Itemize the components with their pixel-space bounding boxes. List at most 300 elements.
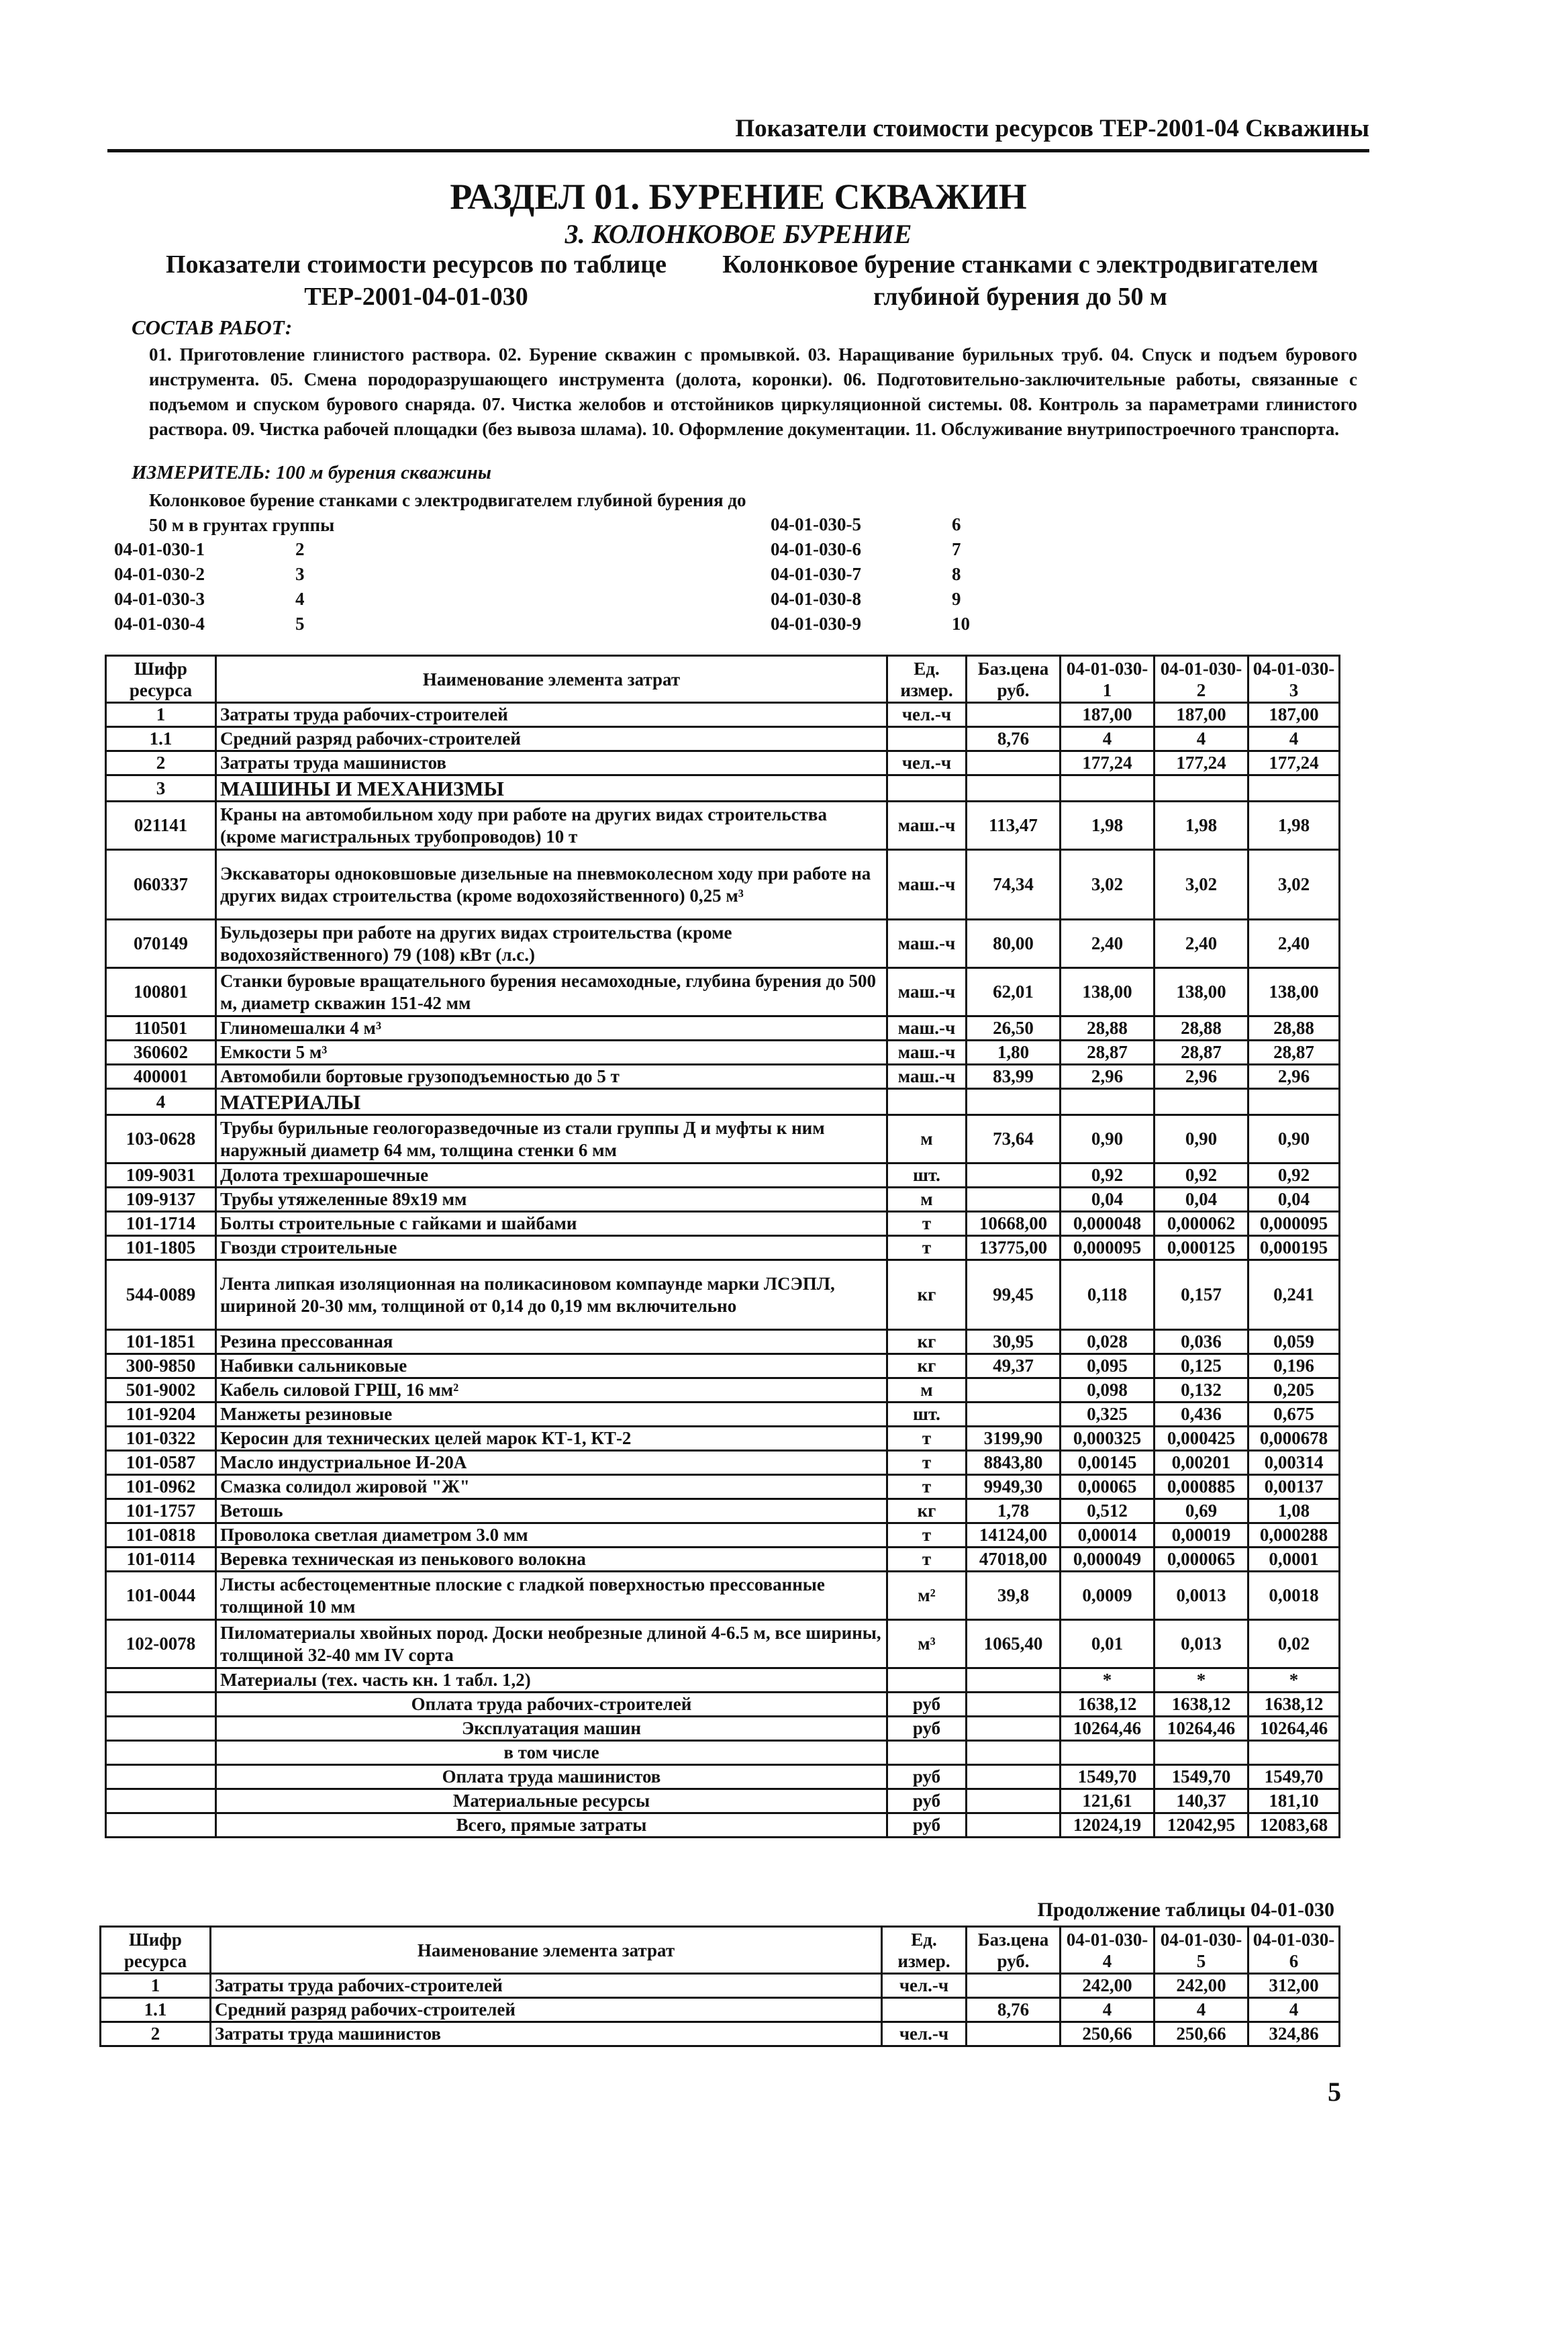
cell-resource-code: 109-9137 bbox=[106, 1188, 216, 1212]
cell-base-price bbox=[967, 1693, 1061, 1717]
cell-unit: чел.-ч bbox=[882, 2022, 967, 2046]
cell-base-price bbox=[967, 1789, 1061, 1813]
cell-cost-element: МАШИНЫ И МЕХАНИЗМЫ bbox=[216, 775, 887, 802]
cell-resource-code: 021141 bbox=[106, 802, 216, 850]
cell-variant-value: 0,92 bbox=[1155, 1164, 1248, 1188]
cell-variant-value: 324,86 bbox=[1248, 2022, 1340, 2046]
cell-cost-element: Затраты труда рабочих-строителей bbox=[216, 703, 887, 727]
cell-unit: т bbox=[887, 1427, 967, 1451]
table-row bbox=[106, 1668, 1340, 1693]
cell-unit: т bbox=[887, 1212, 967, 1236]
cell-base-price bbox=[967, 1765, 1061, 1789]
cell-variant-value: 28,88 bbox=[1061, 1016, 1155, 1041]
cell-cost-element: Керосин для технических целей марок КТ-1, КТ-2 bbox=[216, 1427, 887, 1451]
cell-variant-value: * bbox=[1155, 1668, 1248, 1693]
cell-cost-element: Краны на автомобильном ходу при работе на других видах строительства (кроме магистральных трубопроводов) 10 т bbox=[216, 802, 887, 850]
cell-cost-element: Кабель силовой ГРШ, 16 мм² bbox=[216, 1378, 887, 1403]
variant-code: 04-01-030-2 bbox=[114, 564, 205, 584]
cell-resource-code: 110501 bbox=[106, 1016, 216, 1041]
table-row bbox=[106, 1403, 1340, 1427]
cell-variant-value: 10264,46 bbox=[1061, 1717, 1155, 1741]
table-row bbox=[106, 1236, 1340, 1260]
main-cost-table bbox=[105, 655, 1340, 1838]
cell-unit: м² bbox=[887, 1572, 967, 1620]
cell-cost-element: Резина прессованная bbox=[216, 1330, 887, 1354]
cell-variant-value: 1,98 bbox=[1248, 802, 1340, 850]
cell-base-price bbox=[967, 1974, 1061, 1998]
cell-variant-value: 0,0001 bbox=[1248, 1548, 1340, 1572]
cell-cost-element: Трубы бурильные геологоразведочные из стали группы Д и муфты к ним наружный диаметр 64 мм, толщина стенки 6 мм bbox=[216, 1115, 887, 1164]
table-row bbox=[106, 920, 1340, 968]
cell-resource-code: 360602 bbox=[106, 1041, 216, 1065]
cell-base-price bbox=[967, 1164, 1061, 1188]
cell-unit: м bbox=[887, 1115, 967, 1164]
variant-soil-group: 3 bbox=[295, 564, 305, 584]
cell-variant-value: 250,66 bbox=[1155, 2022, 1248, 2046]
cell-variant-value: * bbox=[1248, 1668, 1340, 1693]
cell-base-price bbox=[967, 1188, 1061, 1212]
cell-variant-value: 0,69 bbox=[1155, 1499, 1248, 1523]
cell-base-price: 3199,90 bbox=[967, 1427, 1061, 1451]
table-row bbox=[106, 1717, 1340, 1741]
cell-base-price: 13775,00 bbox=[967, 1236, 1061, 1260]
cell-base-price bbox=[967, 775, 1061, 802]
cell-resource-code: 070149 bbox=[106, 920, 216, 968]
cell-unit: шт. bbox=[887, 1164, 967, 1188]
cell-variant-value: 187,00 bbox=[1248, 703, 1340, 727]
cell-unit: кг bbox=[887, 1499, 967, 1523]
cell-cost-element: Листы асбестоцементные плоские с гладкой поверхностью прессованные толщиной 10 мм bbox=[216, 1572, 887, 1620]
table-row bbox=[106, 1427, 1340, 1451]
cell-base-price bbox=[967, 1717, 1061, 1741]
cell-resource-code: 1 bbox=[101, 1974, 211, 1998]
cell-variant-value: 0,000195 bbox=[1248, 1236, 1340, 1260]
continuation-caption: Продолжение таблицы 04-01-030 bbox=[1037, 1899, 1334, 1921]
variant-code: 04-01-030-8 bbox=[771, 589, 861, 609]
cell-variant-value bbox=[1155, 775, 1248, 802]
cell-variant-value: 0,02 bbox=[1248, 1620, 1340, 1668]
cell-unit: маш.-ч bbox=[887, 920, 967, 968]
header-unit: Ед. измер. bbox=[887, 656, 967, 703]
cell-base-price: 26,50 bbox=[967, 1016, 1061, 1041]
cell-variant-value: 0,90 bbox=[1061, 1115, 1155, 1164]
table-row bbox=[106, 1765, 1340, 1789]
cell-cost-element: Набивки сальниковые bbox=[216, 1354, 887, 1378]
cell-cost-element: Экскаваторы одноковшовые дизельные на пневмоколесном ходу при работе на других видах строительства (кроме водохозяйственного) 0,25 м³ bbox=[216, 850, 887, 920]
cell-cost-element: Емкости 5 м³ bbox=[216, 1041, 887, 1065]
cell-base-price: 99,45 bbox=[967, 1260, 1061, 1330]
cell-base-price bbox=[967, 1089, 1061, 1115]
header-variant-4: 04-01-030-4 bbox=[1061, 1927, 1155, 1974]
cell-variant-value: 12083,68 bbox=[1248, 1813, 1340, 1838]
cell-variant-value: 177,24 bbox=[1061, 751, 1155, 775]
cell-unit bbox=[887, 1741, 967, 1765]
cell-resource-code: 1.1 bbox=[106, 727, 216, 751]
cell-variant-value: 0,059 bbox=[1248, 1330, 1340, 1354]
cell-resource-code: 501-9002 bbox=[106, 1378, 216, 1403]
table-row bbox=[106, 1188, 1340, 1212]
cell-unit: шт. bbox=[887, 1403, 967, 1427]
variant-soil-group: 7 bbox=[952, 539, 961, 559]
cell-cost-element: Долота трехшарошечные bbox=[216, 1164, 887, 1188]
cell-variant-value bbox=[1155, 1741, 1248, 1765]
cell-base-price: 8,76 bbox=[967, 1998, 1061, 2022]
cell-variant-value bbox=[1248, 1741, 1340, 1765]
cell-unit: маш.-ч bbox=[887, 968, 967, 1016]
table-row bbox=[106, 1354, 1340, 1378]
cell-variant-value: 4 bbox=[1248, 1998, 1340, 2022]
page-number: 5 bbox=[1328, 2077, 1341, 2107]
cell-base-price: 62,01 bbox=[967, 968, 1061, 1016]
section-title: РАЗДЕЛ 01. БУРЕНИЕ СКВАЖИН bbox=[450, 177, 1027, 217]
cell-variant-value: 0,000325 bbox=[1061, 1427, 1155, 1451]
cell-variant-value: 0,000095 bbox=[1061, 1236, 1155, 1260]
header-unit: Ед. измер. bbox=[882, 1927, 967, 1974]
table-row bbox=[106, 1693, 1340, 1717]
cell-base-price: 113,47 bbox=[967, 802, 1061, 850]
variant-codes-left bbox=[114, 537, 305, 636]
cell-unit bbox=[887, 727, 967, 751]
header-variant-2: 04-01-030-2 bbox=[1155, 656, 1248, 703]
cell-variant-value: 10264,46 bbox=[1155, 1717, 1248, 1741]
cell-variant-value: 0,036 bbox=[1155, 1330, 1248, 1354]
cell-unit: маш.-ч bbox=[887, 1065, 967, 1089]
variant-code-row bbox=[771, 587, 970, 612]
table-row bbox=[106, 1523, 1340, 1548]
cell-variant-value: 0,196 bbox=[1248, 1354, 1340, 1378]
variant-code-row bbox=[114, 562, 305, 587]
cell-variant-value: 0,000288 bbox=[1248, 1523, 1340, 1548]
cell-variant-value: 0,325 bbox=[1061, 1403, 1155, 1427]
table-row bbox=[106, 1330, 1340, 1354]
cell-unit: чел.-ч bbox=[882, 1974, 967, 1998]
variant-codes-right bbox=[771, 512, 970, 636]
cell-variant-value: 187,00 bbox=[1155, 703, 1248, 727]
cell-base-price: 80,00 bbox=[967, 920, 1061, 968]
cell-variant-value: 4 bbox=[1155, 1998, 1248, 2022]
subsection-title: 3. КОЛОНКОВОЕ БУРЕНИЕ bbox=[565, 219, 912, 249]
variant-code: 04-01-030-7 bbox=[771, 564, 861, 584]
table-row bbox=[106, 1089, 1340, 1115]
cell-unit: маш.-ч bbox=[887, 1016, 967, 1041]
cell-resource-code: 101-0587 bbox=[106, 1451, 216, 1475]
variant-description: Колонковое бурение станками с электродвигателем глубиной бурения до 50 м в грунтах группы bbox=[149, 490, 746, 535]
header-variant-6: 04-01-030-6 bbox=[1248, 1927, 1340, 1974]
variant-code: 04-01-030-3 bbox=[114, 589, 205, 609]
cell-variant-value: 0,000425 bbox=[1155, 1427, 1248, 1451]
cell-variant-value: 0,01 bbox=[1061, 1620, 1155, 1668]
cell-base-price: 39,8 bbox=[967, 1572, 1061, 1620]
cell-variant-value: 0,000049 bbox=[1061, 1548, 1155, 1572]
cell-variant-value: 0,92 bbox=[1061, 1164, 1155, 1188]
cell-variant-value: 1549,70 bbox=[1155, 1765, 1248, 1789]
cell-resource-code: 109-9031 bbox=[106, 1164, 216, 1188]
cell-variant-value: 181,10 bbox=[1248, 1789, 1340, 1813]
cell-variant-value bbox=[1061, 1741, 1155, 1765]
table-row bbox=[106, 775, 1340, 802]
cell-variant-value: 0,118 bbox=[1061, 1260, 1155, 1330]
cell-base-price: 8,76 bbox=[967, 727, 1061, 751]
cell-variant-value: 0,00137 bbox=[1248, 1475, 1340, 1499]
cell-variant-value: 1638,12 bbox=[1155, 1693, 1248, 1717]
cell-unit: м³ bbox=[887, 1620, 967, 1668]
table-row bbox=[106, 1164, 1340, 1188]
table-row bbox=[106, 751, 1340, 775]
cell-variant-value: 0,157 bbox=[1155, 1260, 1248, 1330]
cell-base-price: 73,64 bbox=[967, 1115, 1061, 1164]
variant-code: 04-01-030-1 bbox=[114, 539, 205, 559]
cell-unit: т bbox=[887, 1475, 967, 1499]
cell-base-price: 10668,00 bbox=[967, 1212, 1061, 1236]
cell-variant-value: 0,0009 bbox=[1061, 1572, 1155, 1620]
cell-cost-element: Средний разряд рабочих-строителей bbox=[216, 727, 887, 751]
cell-variant-value: 2,96 bbox=[1061, 1065, 1155, 1089]
cell-cost-element: Смазка солидол жировой "Ж" bbox=[216, 1475, 887, 1499]
cell-variant-value: 10264,46 bbox=[1248, 1717, 1340, 1741]
cell-resource-code bbox=[106, 1693, 216, 1717]
cell-variant-value: 2,40 bbox=[1248, 920, 1340, 968]
table-caption-left-line1: Показатели стоимости ресурсов по таблице bbox=[165, 250, 667, 279]
cell-resource-code: 400001 bbox=[106, 1065, 216, 1089]
cell-variant-value: 0,90 bbox=[1155, 1115, 1248, 1164]
cell-variant-value: 0,000048 bbox=[1061, 1212, 1155, 1236]
table-row bbox=[106, 1499, 1340, 1523]
table-row bbox=[106, 1451, 1340, 1475]
cell-variant-value: * bbox=[1061, 1668, 1155, 1693]
cell-base-price bbox=[967, 2022, 1061, 2046]
variant-code: 04-01-030-4 bbox=[114, 614, 205, 634]
cell-base-price: 47018,00 bbox=[967, 1548, 1061, 1572]
cell-variant-value: 2,96 bbox=[1248, 1065, 1340, 1089]
cell-variant-value: 121,61 bbox=[1061, 1789, 1155, 1813]
cell-variant-value: 0,92 bbox=[1248, 1164, 1340, 1188]
cell-cost-element: Веревка техническая из пенькового волокна bbox=[216, 1548, 887, 1572]
continuation-cost-table bbox=[99, 1926, 1340, 2047]
works-heading: СОСТАВ РАБОТ: bbox=[132, 316, 293, 339]
cell-base-price: 14124,00 bbox=[967, 1523, 1061, 1548]
cell-variant-value: 0,436 bbox=[1155, 1403, 1248, 1427]
cell-variant-value: 2,40 bbox=[1061, 920, 1155, 968]
table-row bbox=[106, 1620, 1340, 1668]
header-price: Баз.цена руб. bbox=[967, 1927, 1061, 1974]
variant-code: 04-01-030-6 bbox=[771, 539, 861, 559]
header-name: Наименование элемента затрат bbox=[211, 1927, 882, 1974]
cell-base-price bbox=[967, 751, 1061, 775]
cell-resource-code: 101-1714 bbox=[106, 1212, 216, 1236]
cell-resource-code: 4 bbox=[106, 1089, 216, 1115]
cell-unit: кг bbox=[887, 1330, 967, 1354]
cell-variant-value: 1638,12 bbox=[1061, 1693, 1155, 1717]
cell-variant-value: 0,028 bbox=[1061, 1330, 1155, 1354]
cell-variant-value: 177,24 bbox=[1248, 751, 1340, 775]
cell-cost-element: Оплата труда машинистов bbox=[216, 1765, 887, 1789]
variant-code-row bbox=[114, 537, 305, 562]
cell-cost-element: Затраты труда машинистов bbox=[211, 2022, 882, 2046]
cell-unit bbox=[887, 1089, 967, 1115]
header-code: Шифр ресурса bbox=[101, 1927, 211, 1974]
cell-variant-value: 242,00 bbox=[1061, 1974, 1155, 1998]
main-table-body bbox=[106, 703, 1340, 1838]
cell-resource-code: 101-1805 bbox=[106, 1236, 216, 1260]
cell-variant-value: 140,37 bbox=[1155, 1789, 1248, 1813]
variant-soil-group: 5 bbox=[295, 614, 305, 634]
table-row bbox=[106, 1016, 1340, 1041]
cell-unit: маш.-ч bbox=[887, 802, 967, 850]
cell-base-price: 83,99 bbox=[967, 1065, 1061, 1089]
cell-variant-value: 0,00065 bbox=[1061, 1475, 1155, 1499]
cell-unit: м bbox=[887, 1188, 967, 1212]
cell-resource-code: 300-9850 bbox=[106, 1354, 216, 1378]
cell-resource-code: 101-1757 bbox=[106, 1499, 216, 1523]
cell-variant-value: 0,90 bbox=[1248, 1115, 1340, 1164]
table-row bbox=[106, 968, 1340, 1016]
cell-unit: руб bbox=[887, 1717, 967, 1741]
table-row bbox=[106, 1378, 1340, 1403]
cell-variant-value: 28,87 bbox=[1248, 1041, 1340, 1065]
header-variant-5: 04-01-030-5 bbox=[1155, 1927, 1248, 1974]
table-row bbox=[101, 1974, 1340, 1998]
cell-resource-code: 100801 bbox=[106, 968, 216, 1016]
cell-variant-value bbox=[1155, 1089, 1248, 1115]
cell-resource-code bbox=[106, 1765, 216, 1789]
table-row bbox=[106, 1813, 1340, 1838]
cell-resource-code: 101-0322 bbox=[106, 1427, 216, 1451]
cell-variant-value: 1,08 bbox=[1248, 1499, 1340, 1523]
header-variant-1: 04-01-030-1 bbox=[1061, 656, 1155, 703]
cell-cost-element: Затраты труда машинистов bbox=[216, 751, 887, 775]
cell-variant-value bbox=[1248, 1089, 1340, 1115]
cell-variant-value: 28,87 bbox=[1061, 1041, 1155, 1065]
cell-unit: кг bbox=[887, 1354, 967, 1378]
cell-unit: м bbox=[887, 1378, 967, 1403]
cell-base-price bbox=[967, 1741, 1061, 1765]
cell-variant-value: 0,0018 bbox=[1248, 1572, 1340, 1620]
cell-variant-value: 1549,70 bbox=[1061, 1765, 1155, 1789]
cell-variant-value: 28,88 bbox=[1248, 1016, 1340, 1041]
table-row bbox=[106, 1065, 1340, 1089]
cell-base-price: 1065,40 bbox=[967, 1620, 1061, 1668]
cell-resource-code: 060337 bbox=[106, 850, 216, 920]
cell-resource-code: 101-0114 bbox=[106, 1548, 216, 1572]
cell-variant-value: 0,013 bbox=[1155, 1620, 1248, 1668]
cell-cost-element: Средний разряд рабочих-строителей bbox=[211, 1998, 882, 2022]
cell-cost-element: Всего, прямые затраты bbox=[216, 1813, 887, 1838]
cell-variant-value: 0,205 bbox=[1248, 1378, 1340, 1403]
cell-resource-code: 2 bbox=[101, 2022, 211, 2046]
cell-variant-value: 177,24 bbox=[1155, 751, 1248, 775]
cell-resource-code: 1 bbox=[106, 703, 216, 727]
cell-unit: чел.-ч bbox=[887, 751, 967, 775]
table-header-row bbox=[101, 1927, 1340, 1974]
cell-variant-value: 0,00019 bbox=[1155, 1523, 1248, 1548]
cell-cost-element: Масло индустриальное И-20А bbox=[216, 1451, 887, 1475]
table-row bbox=[106, 1260, 1340, 1330]
cell-variant-value: 0,095 bbox=[1061, 1354, 1155, 1378]
cell-variant-value: 0,132 bbox=[1155, 1378, 1248, 1403]
cell-unit: маш.-ч bbox=[887, 1041, 967, 1065]
variant-soil-group: 4 bbox=[295, 589, 305, 609]
cell-resource-code bbox=[106, 1741, 216, 1765]
cell-cost-element: Трубы утяжеленные 89х19 мм bbox=[216, 1188, 887, 1212]
cell-base-price: 1,78 bbox=[967, 1499, 1061, 1523]
cell-variant-value: 1,98 bbox=[1061, 802, 1155, 850]
variant-code-row bbox=[771, 512, 970, 537]
works-text: 01. Приготовление глинистого раствора. 02. Бурение скважин с промывкой. 03. Наращивание бурильных труб. 04. Спуск и подъем бурового инструмента. 05. Смена породоразрушающего инструмента (долота, коронки). 06. Подготовительно-заключительные работы, связанные с подъемом и спуском бурового снаряда. 07. Чистка желобов и отстойников циркуляционной системы. 08. Контроль за параметрами глинистого раствора. 09. Чистка рабочей площадки (без вывоза шлама). 10. Оформление документации. 11. Обслуживание внутрипостроечного транспорта. bbox=[149, 344, 1357, 439]
cell-cost-element: Эксплуатация машин bbox=[216, 1717, 887, 1741]
cell-base-price bbox=[967, 703, 1061, 727]
header-rule bbox=[107, 149, 1369, 152]
header-price: Баз.цена руб. bbox=[967, 656, 1061, 703]
cell-variant-value: 0,04 bbox=[1155, 1188, 1248, 1212]
cell-variant-value: 0,098 bbox=[1061, 1378, 1155, 1403]
variant-code-row bbox=[114, 587, 305, 612]
table-row bbox=[101, 1998, 1340, 2022]
cell-cost-element: Проволока светлая диаметром 3.0 мм bbox=[216, 1523, 887, 1548]
cell-variant-value: 138,00 bbox=[1061, 968, 1155, 1016]
variant-code-row bbox=[114, 612, 305, 636]
cell-cost-element: Материальные ресурсы bbox=[216, 1789, 887, 1813]
header-code: Шифр ресурса bbox=[106, 656, 216, 703]
cell-resource-code: 101-9204 bbox=[106, 1403, 216, 1427]
table-row bbox=[106, 850, 1340, 920]
cell-variant-value bbox=[1248, 775, 1340, 802]
variant-soil-group: 10 bbox=[952, 614, 970, 634]
cell-cost-element: Затраты труда рабочих-строителей bbox=[211, 1974, 882, 1998]
table-row bbox=[106, 1572, 1340, 1620]
cell-variant-value: 0,000065 bbox=[1155, 1548, 1248, 1572]
cell-unit: т bbox=[887, 1236, 967, 1260]
cell-variant-value: 0,241 bbox=[1248, 1260, 1340, 1330]
cell-variant-value: 4 bbox=[1061, 1998, 1155, 2022]
cell-unit: т bbox=[887, 1523, 967, 1548]
table-row bbox=[106, 802, 1340, 850]
cell-unit: т bbox=[887, 1548, 967, 1572]
variant-code-row bbox=[771, 562, 970, 587]
cell-variant-value: 242,00 bbox=[1155, 1974, 1248, 1998]
cell-variant-value: 0,00145 bbox=[1061, 1451, 1155, 1475]
cell-variant-value: 0,000678 bbox=[1248, 1427, 1340, 1451]
cell-variant-value: 4 bbox=[1155, 727, 1248, 751]
cell-cost-element: в том числе bbox=[216, 1741, 887, 1765]
table-row bbox=[106, 1041, 1340, 1065]
cell-variant-value: 1549,70 bbox=[1248, 1765, 1340, 1789]
cell-unit: руб bbox=[887, 1765, 967, 1789]
cell-unit: т bbox=[887, 1451, 967, 1475]
cell-cost-element: Глиномешалки 4 м³ bbox=[216, 1016, 887, 1041]
table-row bbox=[106, 703, 1340, 727]
cell-variant-value bbox=[1061, 1089, 1155, 1115]
cell-unit bbox=[887, 1668, 967, 1693]
cell-variant-value: 0,512 bbox=[1061, 1499, 1155, 1523]
cell-base-price: 9949,30 bbox=[967, 1475, 1061, 1499]
running-header: Показатели стоимости ресурсов ТЕР-2001-04 Скважины bbox=[735, 115, 1369, 142]
cell-unit: руб bbox=[887, 1813, 967, 1838]
cell-unit bbox=[882, 1998, 967, 2022]
cell-unit: кг bbox=[887, 1260, 967, 1330]
cell-variant-value: 3,02 bbox=[1061, 850, 1155, 920]
table-header-row bbox=[106, 656, 1340, 703]
cell-cost-element: Гвозди строительные bbox=[216, 1236, 887, 1260]
cell-resource-code: 103-0628 bbox=[106, 1115, 216, 1164]
cell-resource-code: 1.1 bbox=[101, 1998, 211, 2022]
cell-variant-value: 0,00201 bbox=[1155, 1451, 1248, 1475]
variant-code: 04-01-030-9 bbox=[771, 614, 861, 634]
cell-variant-value: 250,66 bbox=[1061, 2022, 1155, 2046]
cell-variant-value: 2,40 bbox=[1155, 920, 1248, 968]
cell-cost-element: Автомобили бортовые грузоподъемностью до 5 т bbox=[216, 1065, 887, 1089]
cell-base-price: 30,95 bbox=[967, 1330, 1061, 1354]
cell-unit: руб bbox=[887, 1693, 967, 1717]
